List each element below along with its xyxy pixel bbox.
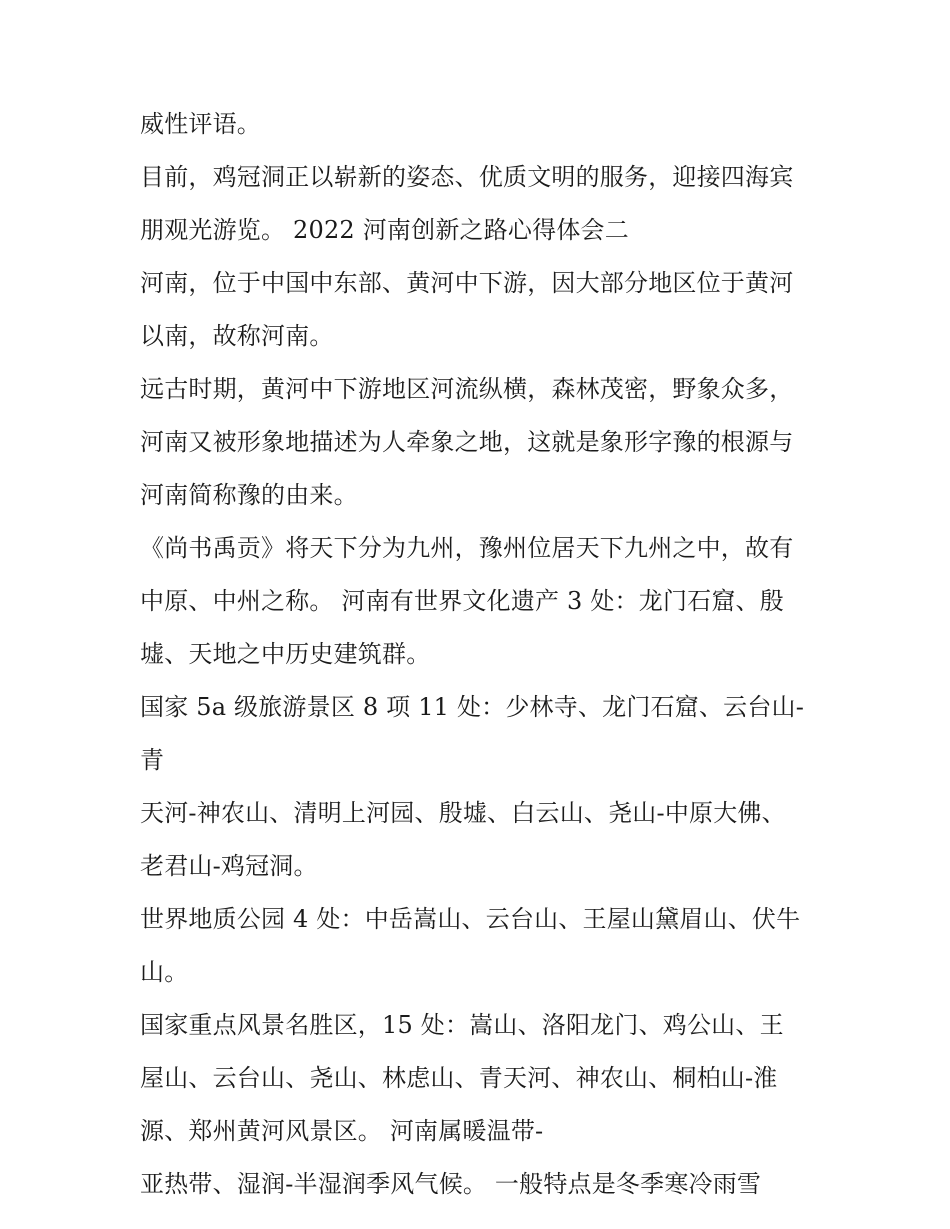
text-line: 远古时期，黄河中下游地区河流纵横，森林茂密，野象众多， (140, 375, 794, 403)
text-line: 目前，鸡冠洞正以崭新的姿态、优质文明的服务，迎接四海宾 (140, 163, 794, 191)
text-line: 墟、天地之中历史建筑群。 (140, 640, 431, 668)
text-line: 国家 5a 级旅游景区 8 项 11 处：少林寺、龙门石窟、云台山-青 (140, 693, 805, 774)
text-line: 山。 (140, 958, 189, 986)
text-line: 《尚书禹贡》将天下分为九州，豫州位居天下九州之中，故有 (140, 534, 794, 562)
text-line: 世界地质公园 4 处：中岳嵩山、云台山、王屋山黛眉山、伏牛 (140, 905, 801, 933)
text-line: 以南，故称河南。 (140, 322, 334, 350)
text-line: 亚热带、湿润-半湿润季风气候。 一般特点是冬季寒冷雨雪 (140, 1170, 762, 1198)
text-line: 河南简称豫的由来。 (140, 481, 358, 509)
document-body (140, 98, 820, 1211)
text-line: 屋山、云台山、尧山、林虑山、青天河、神农山、桐柏山-淮 (140, 1064, 778, 1092)
text-line: 天河-神农山、清明上河园、殷墟、白云山、尧山-中原大佛、 (140, 799, 786, 827)
text-line: 河南，位于中国中东部、黄河中下游，因大部分地区位于黄河 (140, 269, 794, 297)
text-line: 老君山-鸡冠洞。 (140, 852, 318, 880)
text-line: 国家重点风景名胜区，15 处：嵩山、洛阳龙门、鸡公山、王 (140, 1011, 784, 1039)
text-line: 威性评语。 (140, 110, 261, 138)
text-line: 朋观光游览。 2022 河南创新之路心得体会二 (140, 216, 629, 244)
text-line: 中原、中州之称。 河南有世界文化遗产 3 处：龙门石窟、殷 (140, 587, 784, 615)
text-line: 河南又被形象地描述为人牵象之地，这就是象形字豫的根源与 (140, 428, 794, 456)
text-line: 源、郑州黄河风景区。 河南属暖温带- (140, 1117, 544, 1145)
